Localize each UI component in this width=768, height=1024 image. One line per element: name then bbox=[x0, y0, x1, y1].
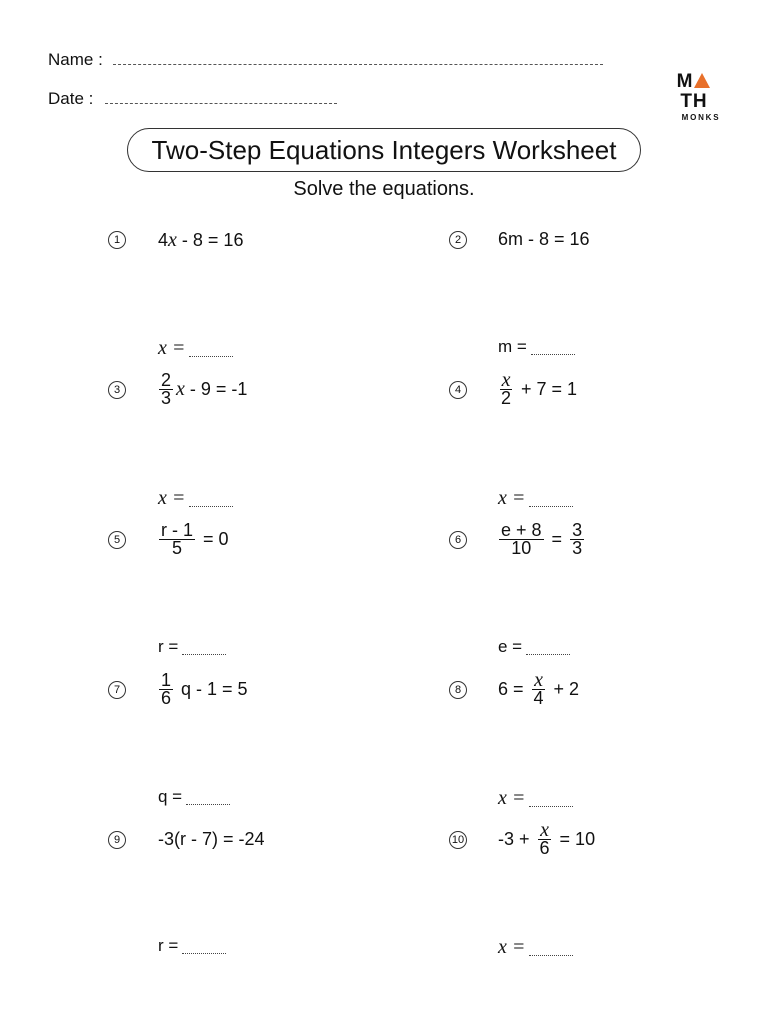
problem-number: 5 bbox=[108, 531, 126, 549]
answer-line-8[interactable]: x = bbox=[498, 787, 573, 810]
problem-number: 9 bbox=[108, 831, 126, 849]
worksheet-title: Two-Step Equations Integers Worksheet bbox=[127, 128, 641, 172]
date-label: Date : bbox=[48, 89, 94, 108]
answer-line-5[interactable]: r = bbox=[158, 637, 226, 657]
problem-number: 7 bbox=[108, 681, 126, 699]
equation-4: $\frac{x}{2}$ + 7 = 1 bbox=[501, 369, 578, 408]
date-line[interactable] bbox=[105, 103, 337, 104]
equation-1: 4 x - 8 = 16 bbox=[158, 229, 244, 251]
problem-number: 3 bbox=[108, 381, 126, 399]
problem-number: 1 bbox=[108, 231, 126, 249]
equation-9: -3(r - 7) = -24 bbox=[158, 829, 265, 849]
answer-line-6[interactable]: e = bbox=[498, 637, 570, 657]
problem-number: 6 bbox=[449, 531, 467, 549]
math-monks-logo: MTH MONKS bbox=[676, 71, 721, 122]
equation-6: $\frac{e + 8}{10}$ = $\frac{3}{3}$ bbox=[501, 520, 583, 558]
answer-line-1[interactable]: x = bbox=[158, 337, 233, 360]
equation-3: $\frac{2}{3}$ x - 9 = -1 bbox=[161, 370, 248, 408]
triangle-icon bbox=[694, 73, 710, 88]
equation-5: $\frac{r - 1}{5}$ = 0 bbox=[161, 520, 229, 558]
equation-2: 6m - 8 = 16 bbox=[498, 229, 590, 249]
name-line[interactable] bbox=[113, 64, 603, 65]
problem-number: 8 bbox=[449, 681, 467, 699]
problem-number: 2 bbox=[449, 231, 467, 249]
answer-line-3[interactable]: x = bbox=[158, 487, 233, 510]
equation-10: -3 + $\frac{x}{6}$ = 10 bbox=[498, 819, 596, 858]
answer-line-10[interactable]: x = bbox=[498, 936, 573, 959]
problem-number: 4 bbox=[449, 381, 467, 399]
problem-number: 10 bbox=[449, 831, 467, 849]
answer-line-4[interactable]: x = bbox=[498, 487, 573, 510]
answer-line-7[interactable]: q = bbox=[158, 787, 230, 807]
name-label: Name : bbox=[48, 50, 103, 69]
name-field[interactable] bbox=[48, 50, 603, 70]
equation-7: $\frac{1}{6}$ q - 1 = 5 bbox=[161, 670, 248, 708]
answer-line-2[interactable]: m = bbox=[498, 337, 575, 357]
instructions: Solve the equations. bbox=[293, 178, 475, 200]
answer-line-9[interactable]: r = bbox=[158, 936, 226, 956]
date-field[interactable] bbox=[48, 89, 337, 109]
equation-8: 6 = $\frac{x}{4}$ + 2 bbox=[498, 669, 580, 708]
